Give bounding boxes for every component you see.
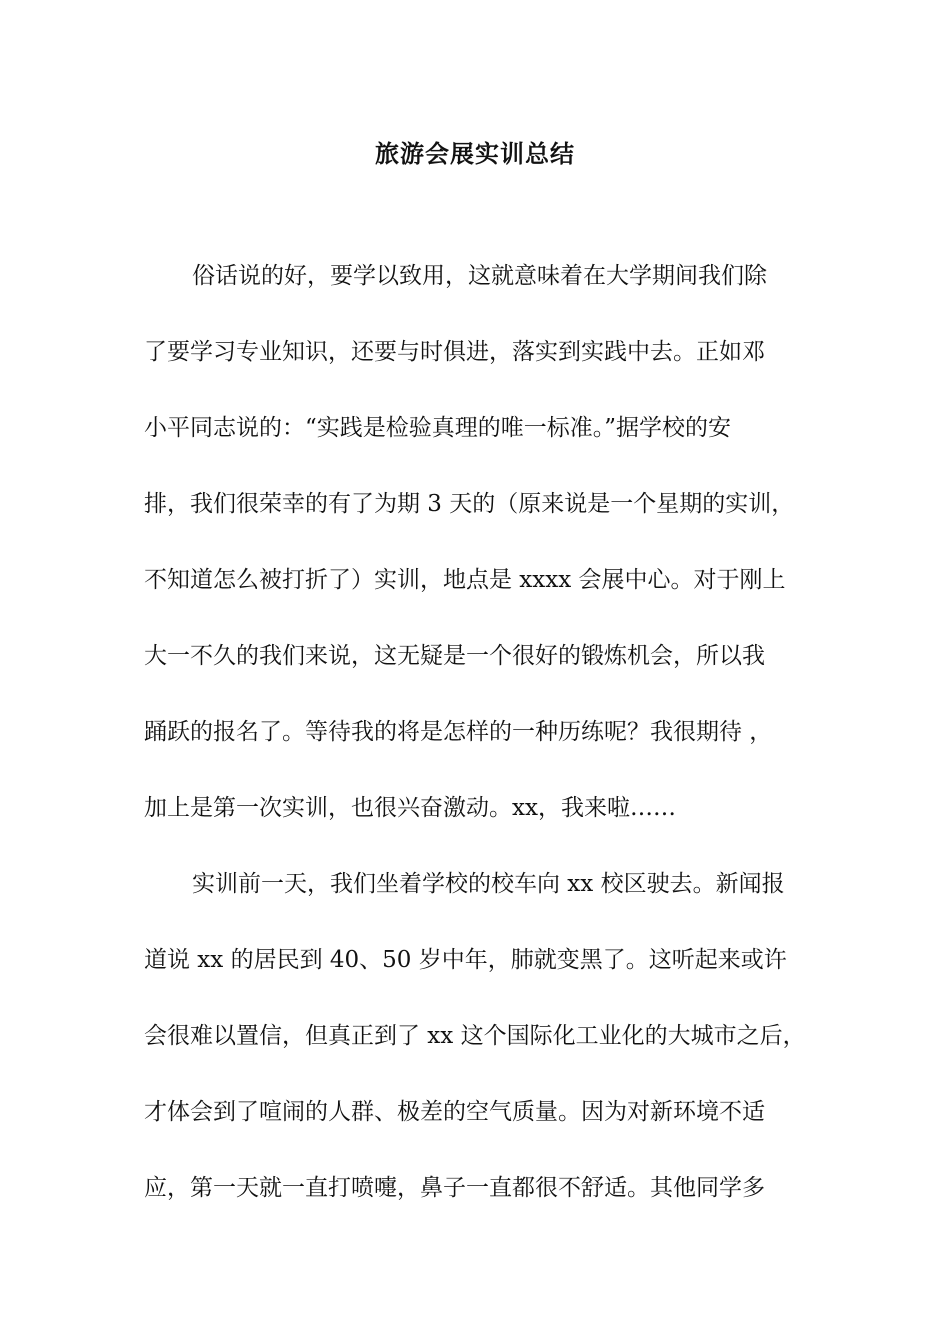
paragraph-1-line-4: 排，我们很荣幸的有了为期 3 天的（原来说是一个星期的实训， (144, 491, 795, 517)
paragraph-1-line-6: 大一不久的我们来说，这无疑是一个很好的锻炼机会，所以我 (144, 643, 765, 669)
paragraph-2-line-5: 应，第一天就一直打喷嚏，鼻子一直都很不舒适。其他同学多 (144, 1175, 765, 1201)
document-title: 旅游会展实训总结 (375, 139, 575, 168)
paragraph-1-line-7: 踊跃的报名了。等待我的将是怎样的一种历练呢？我很期待 ， (144, 719, 773, 745)
paragraph-2-line-2: 道说 xx 的居民到 40、50 岁中年，肺就变黑了。这听起来或许 (144, 947, 787, 973)
paragraph-2-line-1: 实训前一天，我们坐着学校的校车向 xx 校区驶去。新闻报 (192, 871, 785, 897)
paragraph-2-line-3: 会很难以置信，但真正到了 xx 这个国际化工业化的大城市之后， (144, 1023, 806, 1049)
paragraph-2-line-4: 才体会到了喧闹的人群、极差的空气质量。因为对新环境不适 (144, 1099, 765, 1125)
paragraph-1-line-2: 了要学习专业知识，还要与时俱进，落实到实践中去。正如邓 (144, 339, 765, 365)
paragraph-1-line-8: 加上是第一次实训，也很兴奋激动。xx，我来啦…… (144, 795, 676, 821)
paragraph-1-line-3: 小平同志说的：“实践是检验真理的唯一标准。”据学校的安 (144, 415, 732, 441)
paragraph-1-line-1: 俗话说的好，要学以致用，这就意味着在大学期间我们除 (192, 263, 767, 289)
paragraph-1-line-5: 不知道怎么被打折了）实训，地点是 xxxx 会展中心。对于刚上 (144, 567, 786, 593)
